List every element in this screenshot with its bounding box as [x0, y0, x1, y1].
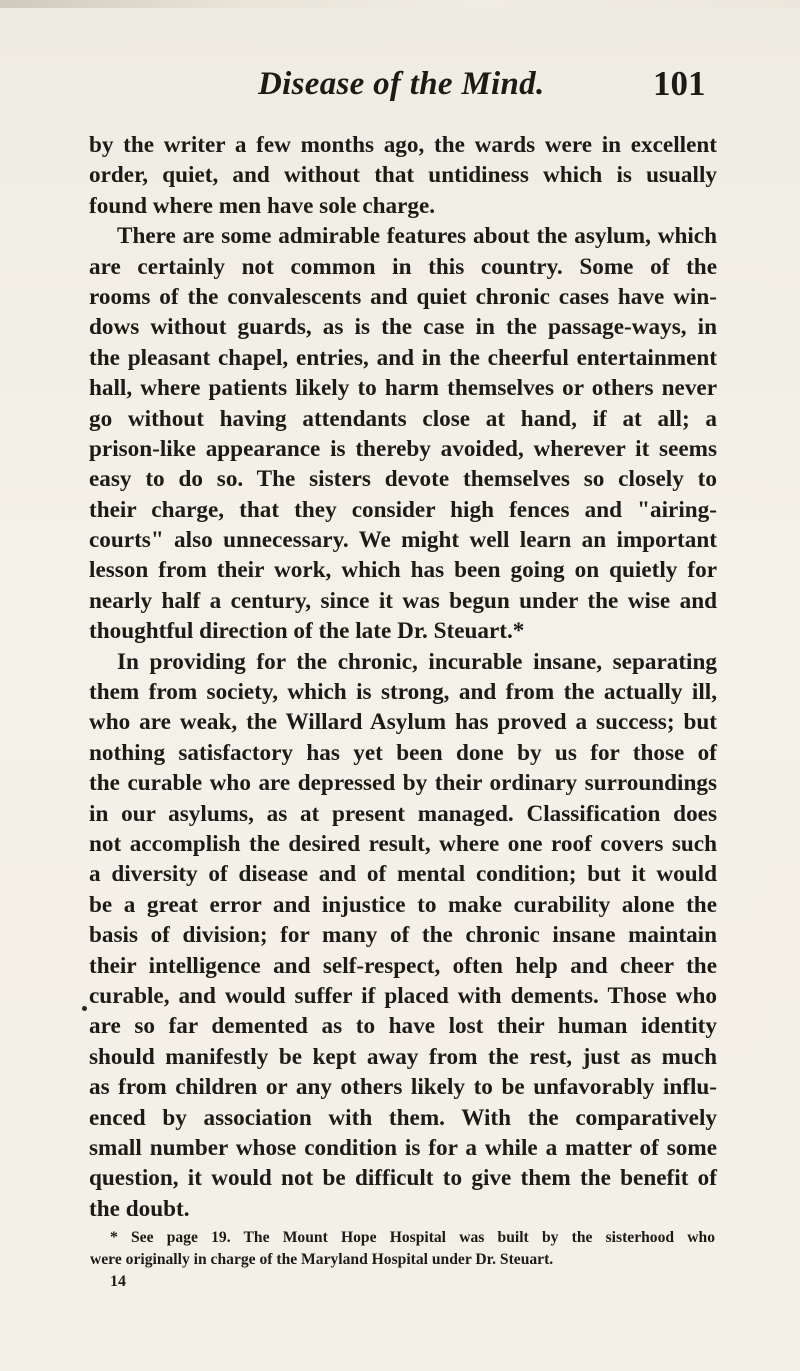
text-line: dows without guards, as is the case in the passage-ways, in	[89, 314, 717, 341]
text-line: easy to do so. The sisters devote themselves so closely to	[89, 466, 717, 493]
body-text	[89, 130, 717, 1224]
running-title: Disease of the Mind.	[258, 66, 545, 102]
margin-ink-dot	[82, 1006, 87, 1011]
running-head	[0, 62, 800, 112]
text-line: lesson from their work, which has been going on quietly for	[89, 557, 717, 584]
footnote	[90, 1227, 715, 1271]
text-line: are certainly not common in this country. Some of the	[89, 253, 717, 280]
text-line: found where men have sole charge.	[89, 192, 436, 219]
footnote-line: * See page 19. The Mount Hope Hospital was built by the sisterhood who	[110, 1229, 715, 1246]
text-line: question, it would not be difficult to give them the benefit of	[89, 1165, 717, 1192]
text-line: go without having attendants close at hand, if at all; a	[89, 405, 717, 432]
text-line: nearly half a century, since it was begun under the wise and	[89, 587, 717, 614]
text-line: the pleasant chapel, entries, and in the cheerful entertainment	[89, 344, 717, 371]
text-line: their charge, that they consider high fences and "airing-	[89, 496, 717, 523]
text-line: them from society, which is strong, and from the actually ill,	[89, 679, 717, 706]
signature-mark: 14	[110, 1273, 126, 1290]
text-line: There are some admirable features about the asylum, which	[117, 223, 717, 250]
text-line: in our asylums, as at present managed. Classification does	[89, 800, 717, 827]
text-line: are so far demented as to have lost their human identity	[89, 1013, 717, 1040]
text-line: who are weak, the Willard Asylum has proved a success; but	[89, 709, 717, 736]
text-line: order, quiet, and without that untidiness which is usually	[89, 162, 717, 189]
text-line: curable, and would suffer if placed with dements. Those who	[89, 982, 717, 1009]
text-line: a diversity of disease and of mental condition; but it would	[89, 861, 717, 888]
text-line: thoughtful direction of the late Dr. Steuart.*	[89, 618, 525, 645]
text-line: nothing satisfactory has yet been done by us for those of	[89, 739, 717, 766]
text-line: be a great error and injustice to make curability alone the	[89, 891, 717, 918]
text-line: their intelligence and self-respect, often help and cheer the	[89, 952, 717, 979]
text-line: as from children or any others likely to be unfavorably influ-	[89, 1074, 717, 1101]
page-number: 101	[653, 64, 706, 103]
text-line: basis of division; for many of the chronic insane maintain	[89, 922, 717, 949]
text-line: the curable who are depressed by their ordinary surroundings	[89, 770, 717, 797]
text-line: prison-like appearance is thereby avoided, wherever it seems	[89, 435, 717, 462]
text-line: small number whose condition is for a while a matter of some	[89, 1134, 717, 1161]
text-line: rooms of the convalescents and quiet chronic cases have win-	[89, 283, 717, 310]
text-line: hall, where patients likely to harm themselves or others never	[89, 375, 717, 402]
page-top-edge	[0, 0, 800, 8]
text-line: In providing for the chronic, incurable insane, separating	[117, 648, 717, 675]
footnote-line: were originally in charge of the Maryland Hospital under Dr. Steuart.	[90, 1251, 554, 1268]
text-line: not accomplish the desired result, where one roof covers such	[89, 830, 717, 857]
text-line: enced by association with them. With the comparatively	[89, 1104, 717, 1131]
text-line: courts" also unnecessary. We might well learn an important	[89, 527, 717, 554]
text-line: by the writer a few months ago, the wards were in excellent	[89, 132, 717, 158]
text-line: should manifestly be kept away from the rest, just as much	[89, 1043, 717, 1070]
text-line: the doubt.	[89, 1195, 190, 1222]
